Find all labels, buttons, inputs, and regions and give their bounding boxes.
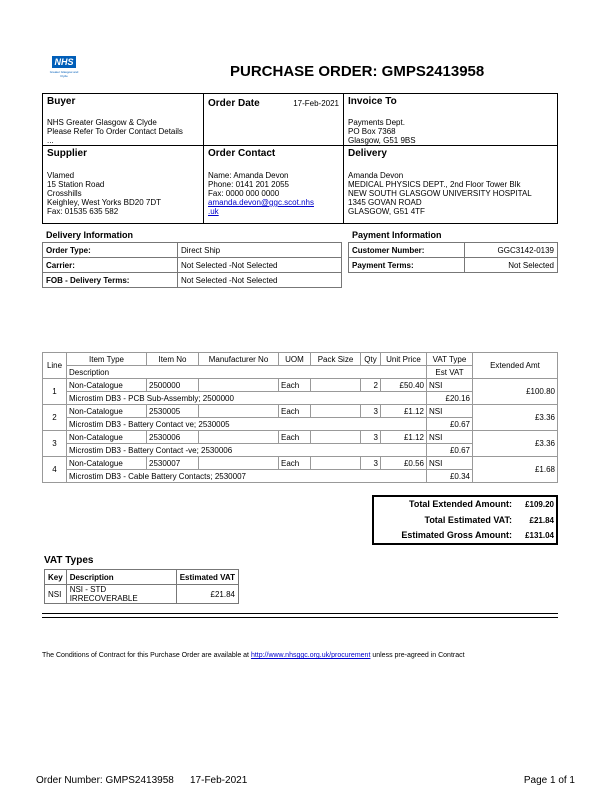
item-type: Non-Catalogue <box>67 379 147 392</box>
payment-info-row <box>349 258 558 273</box>
delivery-info-row <box>43 243 342 258</box>
table-row <box>43 431 558 444</box>
col-vat-type: VAT Type <box>427 353 473 366</box>
manufacturer-no <box>199 457 279 470</box>
col-item-no: Item No <box>147 353 199 366</box>
totals-box <box>372 495 558 545</box>
buyer-line: NHS Greater Glasgow & Clyde <box>47 118 157 127</box>
unit-price: £1.12 <box>381 431 427 444</box>
nhs-logo <box>46 56 82 86</box>
description: Microstim DB3 - PCB Sub-Assembly; 2500000 <box>67 392 427 405</box>
unit-price: £1.12 <box>381 405 427 418</box>
delivery-label: Delivery <box>348 148 387 159</box>
table-row <box>43 379 558 392</box>
delivery-box <box>343 145 558 224</box>
col-uom: UOM <box>279 353 311 366</box>
gross-amount-value: £131.04 <box>525 531 554 540</box>
delivery-line: NEW SOUTH GLASGOW UNIVERSITY HOSPITAL <box>348 189 532 198</box>
conditions-text <box>42 652 572 660</box>
order-contact-label: Order Contact <box>208 148 276 159</box>
col-line: Line <box>43 353 67 379</box>
line-number: 4 <box>43 457 67 483</box>
extended-amt: £3.36 <box>473 431 558 457</box>
buyer-label: Buyer <box>47 96 76 107</box>
item-type: Non-Catalogue <box>67 431 147 444</box>
total-extended-label: Total Extended Amount: <box>409 499 512 509</box>
supplier-line: Crosshills <box>47 189 82 198</box>
delivery-info-label: Order Type: <box>43 243 178 258</box>
pack-size <box>311 431 361 444</box>
vat-key: NSI <box>45 585 67 604</box>
vat-type: NSI <box>427 457 473 470</box>
delivery-line: Amanda Devon <box>348 171 404 180</box>
item-no: 2530005 <box>147 405 199 418</box>
item-no: 2530007 <box>147 457 199 470</box>
delivery-info-value: Not Selected -Not Selected <box>178 273 342 288</box>
page-title: PURCHASE ORDER: GMPS2413958 <box>230 63 485 80</box>
description: Microstim DB3 - Battery Contact ve; 2530005 <box>67 418 427 431</box>
order-contact-box <box>203 145 344 224</box>
footer-date: 17-Feb-2021 <box>190 775 248 786</box>
extended-amt: £3.36 <box>473 405 558 431</box>
delivery-info-row <box>43 273 342 288</box>
line-number: 3 <box>43 431 67 457</box>
payment-info-label: Customer Number: <box>349 243 465 258</box>
divider <box>42 613 558 614</box>
pack-size <box>311 379 361 392</box>
line-number: 1 <box>43 379 67 405</box>
payment-info-heading: Payment Information <box>352 230 442 240</box>
manufacturer-no <box>199 405 279 418</box>
conditions-after: unless pre-agreed in Contract <box>370 652 465 659</box>
col-item-type: Item Type <box>67 353 147 366</box>
order-contact-details <box>208 171 314 216</box>
table-row <box>43 457 558 470</box>
est-vat: £0.34 <box>427 470 473 483</box>
vat-description-header: Description <box>66 570 176 585</box>
supplier-line: 15 Station Road <box>47 180 105 189</box>
payment-info-row <box>349 243 558 258</box>
delivery-info-value: Not Selected -Not Selected <box>178 258 342 273</box>
delivery-info-value: Direct Ship <box>178 243 342 258</box>
delivery-address <box>348 171 532 216</box>
uom: Each <box>279 405 311 418</box>
buyer-box <box>42 93 204 146</box>
order-date-value: 17-Feb-2021 <box>293 99 339 108</box>
invoice-line: Payments Dept. <box>348 118 405 127</box>
delivery-line: MEDICAL PHYSICS DEPT., 2nd Floor Tower Blk <box>348 180 521 189</box>
vat-types-table <box>44 569 239 604</box>
col-est-vat: Est VAT <box>427 366 473 379</box>
est-vat: £0.67 <box>427 418 473 431</box>
conditions-before: The Conditions of Contract for this Purchase Order are available at <box>42 652 251 659</box>
supplier-line: Fax: 01535 635 582 <box>47 207 119 216</box>
invoice-to-label: Invoice To <box>348 96 397 107</box>
manufacturer-no <box>199 431 279 444</box>
item-type: Non-Catalogue <box>67 405 147 418</box>
col-unit-price: Unit Price <box>381 353 427 366</box>
total-vat-label: Total Estimated VAT: <box>424 515 512 525</box>
est-vat: £20.16 <box>427 392 473 405</box>
payment-info-value: Not Selected <box>465 258 558 273</box>
vat-key-header: Key <box>45 570 67 585</box>
contact-email-link[interactable]: amanda.devon@ggc.scot.nhs <box>208 198 314 207</box>
vat-estimated-header: Estimated VAT <box>176 570 238 585</box>
table-row <box>43 405 558 418</box>
vat-estimated: £21.84 <box>176 585 238 604</box>
extended-amt: £1.68 <box>473 457 558 483</box>
footer-order-number: Order Number: GMPS2413958 <box>36 775 174 786</box>
col-qty: Qty <box>361 353 381 366</box>
delivery-info-table <box>42 242 342 288</box>
delivery-line: 1345 GOVAN ROAD <box>348 198 422 207</box>
total-extended-value: £109.20 <box>525 500 554 509</box>
supplier-line: Keighley, West Yorks BD20 7DT <box>47 198 161 207</box>
qty: 3 <box>361 405 381 418</box>
supplier-box <box>42 145 204 224</box>
extended-amt: £100.80 <box>473 379 558 405</box>
gross-amount-label: Estimated Gross Amount: <box>401 530 512 540</box>
contact-phone: Phone: 0141 201 2055 <box>208 180 289 189</box>
delivery-line: GLASGOW, G51 4TF <box>348 207 425 216</box>
total-vat-value: £21.84 <box>529 516 554 525</box>
footer-page-number: Page 1 of 1 <box>523 775 575 786</box>
est-vat: £0.67 <box>427 444 473 457</box>
order-date-box <box>203 93 344 146</box>
pack-size <box>311 405 361 418</box>
description: Microstim DB3 - Battery Contact -ve; 2530006 <box>67 444 427 457</box>
line-items-table <box>42 352 558 483</box>
delivery-info-label: FOB - Delivery Terms: <box>43 273 178 288</box>
col-description: Description <box>67 366 427 379</box>
pack-size <box>311 457 361 470</box>
vat-types-heading: VAT Types <box>44 555 94 566</box>
buyer-line: ... <box>47 136 54 145</box>
vat-type: NSI <box>427 405 473 418</box>
items-header-row <box>43 353 558 366</box>
contact-fax: Fax: 0000 000 0000 <box>208 189 280 198</box>
delivery-info-label: Carrier: <box>43 258 178 273</box>
line-number: 2 <box>43 405 67 431</box>
col-manufacturer-no: Manufacturer No <box>199 353 279 366</box>
item-no: 2500000 <box>147 379 199 392</box>
invoice-to-address <box>348 118 416 145</box>
col-pack-size: Pack Size <box>311 353 361 366</box>
invoice-line: Glasgow, G51 9BS <box>348 136 416 145</box>
delivery-info-row <box>43 258 342 273</box>
description: Microstim DB3 - Cable Battery Contacts; 2530007 <box>67 470 427 483</box>
unit-price: £50.40 <box>381 379 427 392</box>
vat-type: NSI <box>427 431 473 444</box>
contact-email-link-cont[interactable]: .uk <box>208 207 219 216</box>
supplier-address <box>47 171 161 216</box>
payment-info-table <box>348 242 558 273</box>
delivery-info-heading: Delivery Information <box>46 230 134 240</box>
qty: 3 <box>361 431 381 444</box>
vat-description: NSI - STD IRRECOVERABLE <box>66 585 176 604</box>
buyer-address <box>47 118 183 145</box>
vat-types-header-row <box>45 570 239 585</box>
procurement-link[interactable]: http://www.nhsggc.org.uk/procurement <box>250 652 371 659</box>
item-no: 2530006 <box>147 431 199 444</box>
payment-info-label: Payment Terms: <box>349 258 465 273</box>
uom: Each <box>279 431 311 444</box>
uom: Each <box>279 379 311 392</box>
uom: Each <box>279 457 311 470</box>
supplier-label: Supplier <box>47 148 88 159</box>
unit-price: £0.56 <box>381 457 427 470</box>
item-type: Non-Catalogue <box>67 457 147 470</box>
invoice-to-box <box>343 93 558 146</box>
payment-info-value: GGC3142-0139 <box>465 243 558 258</box>
order-date-label: Order Date <box>208 98 260 109</box>
supplier-line: Vlamed <box>47 171 75 180</box>
manufacturer-no <box>199 379 279 392</box>
vat-type: NSI <box>427 379 473 392</box>
qty: 2 <box>361 379 381 392</box>
nhs-logo-mark: NHS <box>52 56 76 68</box>
contact-name: Name: Amanda Devon <box>208 171 289 180</box>
col-extended-amt: Extended Amt <box>473 353 558 379</box>
qty: 3 <box>361 457 381 470</box>
invoice-line: PO Box 7368 <box>348 127 396 136</box>
table-row <box>45 585 239 604</box>
nhs-logo-subtitle: Greater Glasgow and Clyde <box>49 70 79 78</box>
divider <box>42 617 558 618</box>
buyer-line: Please Refer To Order Contact Details <box>47 127 183 136</box>
